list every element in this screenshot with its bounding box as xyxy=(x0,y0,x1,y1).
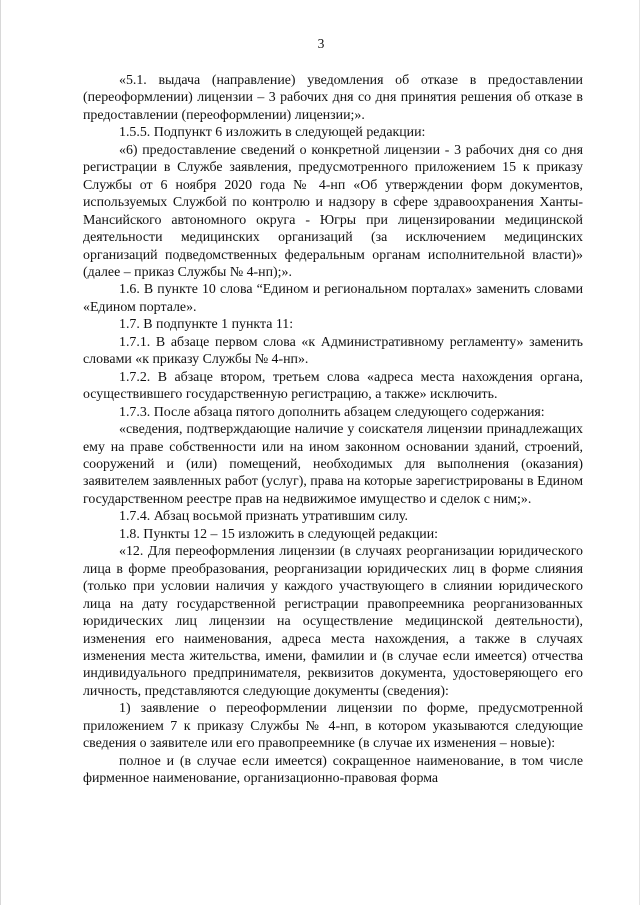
paragraph: 1.8. Пункты 12 – 15 изложить в следующей редакции: xyxy=(119,526,439,542)
paragraph: 1) заявление о переоформлении лицензии по форме, предусмотренной приложением 7 к приказу Службы № 4-нп, в котором указываются следующие сведения о заявителе или его правопреемнике (в случае их изменения – новые): xyxy=(83,701,583,752)
paragraph: «6) предоставление сведений о конкретной лицензии - 3 рабочих дня со дня регистрации в Службе заявления, предусмотренного приложением 15 к приказу Службы от 6 ноября 2020 года № 4-нп «Об утверждении форм документов, используемых Службой по контролю и надзору в сфере здравоохранения Ханты-Мансийского автономного округа - Югры при лицензировании медицинской деятельности медицинских организаций (за исключением медицинских организаций подведомственных федеральным органам исполнительной власти)» (далее – приказ Службы № 4-нп);». xyxy=(83,142,583,280)
paragraph: полное и (в случае если имеется) сокращенное наименование, в том числе фирменное наименование, организационно-правовая форма xyxy=(83,753,583,787)
paragraph: 1.7. В подпункте 1 пункта 11: xyxy=(119,317,294,333)
paragraph: 1.7.4. Абзац восьмой признать утратившим силу. xyxy=(119,509,408,525)
document-body xyxy=(83,72,583,788)
paragraph: 1.5.5. Подпункт 6 изложить в следующей редакции: xyxy=(119,125,426,141)
paragraph: 1.7.2. В абзаце втором, третьем слова «адреса места нахождения органа, осуществившего государственную регистрацию, а также» исключить. xyxy=(83,369,583,403)
page-number: 3 xyxy=(317,36,325,51)
paragraph: 1.7.1. В абзаце первом слова «к Административному регламенту» заменить словами «к приказу Службы № 4-нп». xyxy=(83,334,583,368)
paragraph: 1.7.3. После абзаца пятого дополнить абзацем следующего содержания: xyxy=(119,404,545,420)
paragraph: «5.1. выдача (направление) уведомления об отказе в предоставлении (переоформлении) лицензии – 3 рабочих дня со дня принятия решения об отказе в предоставлении (переоформлении) лицензии;». xyxy=(83,73,583,123)
paragraph: «сведения, подтверждающие наличие у соискателя лицензии принадлежащих ему на праве собственности или на ином законном основании зданий, строений, сооружений и (или) помещений, необходимых для выполнения (оказания) заявителем заявленных работ (услуг), права на которые зарегистрированы в Едином государственном реестре прав на недвижимое имущество и сделок с ним;». xyxy=(83,422,583,507)
paragraph: «12. Для переоформления лицензии (в случаях реорганизации юридического лица в форме преобразования, реорганизации юридических лиц в форме слияния (только при условии наличия у каждого участвующего в слиянии юридического лица на дату государственной регистрации правопреемника реорганизованных юридических лиц лицензии на осуществление медицинской деятельности), изменения его наименования, адреса места нахождения, а также в случаях изменения места жительства, имени, фамилии и (в случае если имеется) отчества индивидуального предпринимателя, реквизитов документа, удостоверяющего его личность, представляются следующие документы (сведения): xyxy=(83,544,583,699)
paragraph: 1.6. В пункте 10 слова “Едином и региональном порталах» заменить словами «Едином портале». xyxy=(83,282,583,315)
